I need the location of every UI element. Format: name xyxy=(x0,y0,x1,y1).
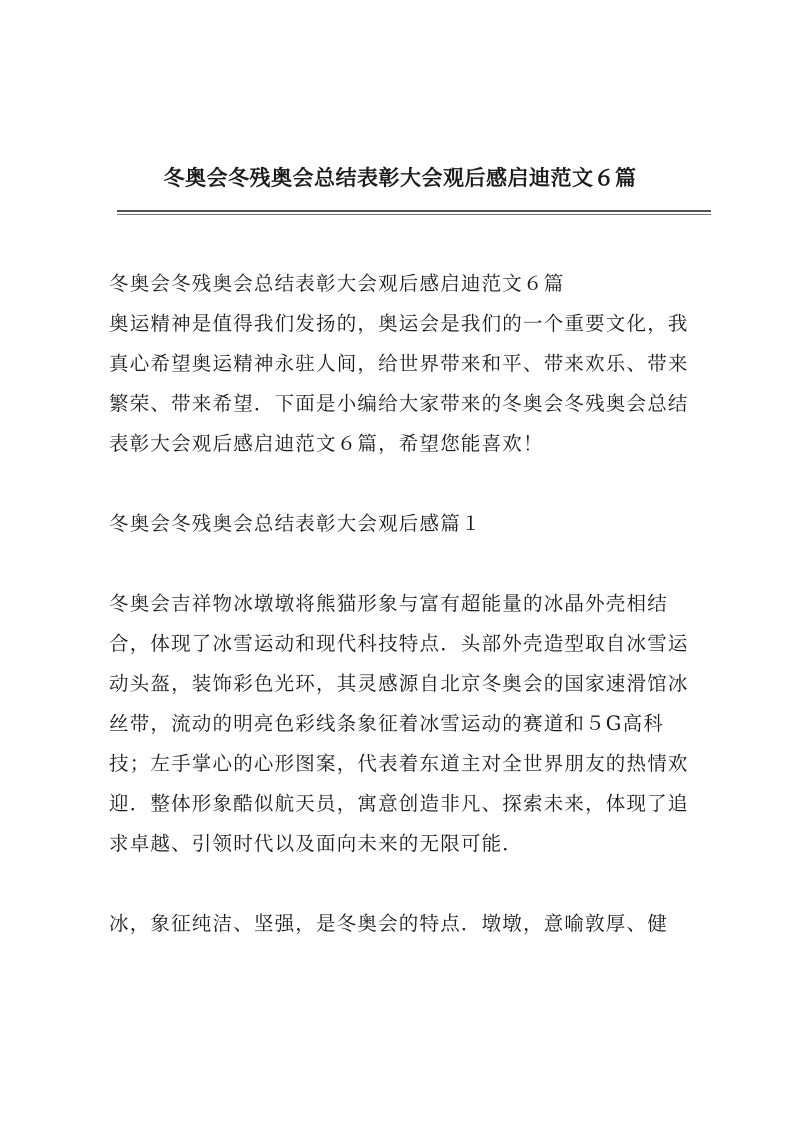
paragraph-gap xyxy=(109,544,709,584)
paragraph-gap xyxy=(109,864,709,904)
title-underline-thin xyxy=(117,214,711,215)
title-underline xyxy=(117,210,711,212)
body-line: 真心希望奥运精神永驻人间，给世界带来和平、带来欢乐、带来 xyxy=(109,352,689,375)
body-line: 合，体现了冰雪运动和现代科技特点．头部外壳造型取自冰雪运 xyxy=(109,632,689,655)
body-line: 动头盔，装饰彩色光环，其灵感源自北京冬奥会的国家速滑馆冰 xyxy=(109,672,689,695)
paragraph-gap xyxy=(109,464,709,504)
body-line: 丝带，流动的明亮色彩线条象征着冰雪运动的赛道和５G高科 xyxy=(109,712,664,735)
body-line: 冬奥会吉祥物冰墩墩将熊猫形象与富有超能量的冰晶外壳相结 xyxy=(109,592,668,615)
body-line: 繁荣、带来希望．下面是小编给大家带来的冬奥会冬残奥会总结 xyxy=(109,392,689,415)
body-line: 表彰大会观后感启迪范文６篇，希望您能喜欢！ xyxy=(109,432,544,455)
document-body xyxy=(109,264,709,944)
body-line: 迎．整体形象酷似航天员，寓意创造非凡、探索未来，体现了追 xyxy=(109,792,689,815)
body-line: 求卓越、引领时代以及面向未来的无限可能． xyxy=(109,832,524,855)
body-line: 奥运精神是值得我们发扬的，奥运会是我们的一个重要文化，我 xyxy=(109,312,689,335)
body-line: 技；左手掌心的心形图案，代表着东道主对全世界朋友的热情欢 xyxy=(109,752,689,775)
document-title: 冬奥会冬残奥会总结表彰大会观后感启迪范文６篇 xyxy=(163,165,637,190)
body-line: 冰，象征纯洁、坚强，是冬奥会的特点．墩墩，意喻敦厚、健 xyxy=(109,912,668,935)
body-line: 冬奥会冬残奥会总结表彰大会观后感启迪范文６篇 xyxy=(109,272,565,295)
section-heading: 冬奥会冬残奥会总结表彰大会观后感篇１ xyxy=(109,512,482,535)
